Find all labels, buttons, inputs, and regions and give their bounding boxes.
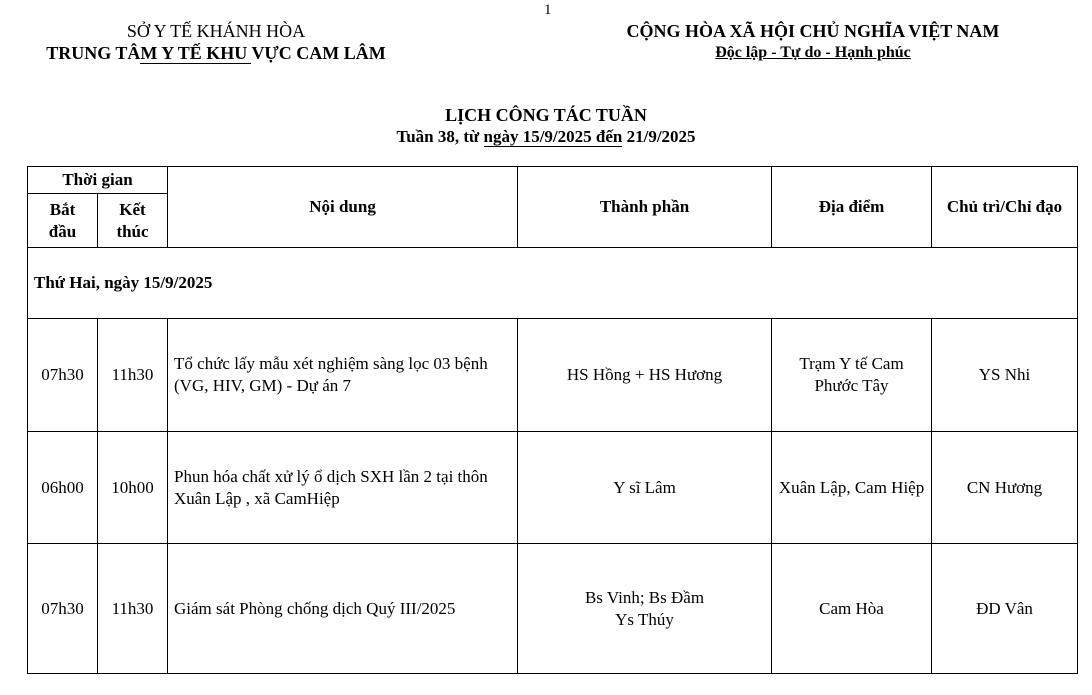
event-chair: YS Nhi xyxy=(932,319,1078,432)
event-chair: CN Hương xyxy=(932,432,1078,544)
week-range-part-2: ngày 15/9/2025 đến xyxy=(483,127,623,146)
day-label: Thứ Hai, ngày 15/9/2025 xyxy=(28,248,1078,319)
table-row xyxy=(28,544,1078,674)
week-range-part-3: 21/9/2025 xyxy=(622,127,696,146)
start-time: 07h30 xyxy=(28,319,98,432)
page-number: 1 xyxy=(544,2,552,18)
table-row xyxy=(28,319,1078,432)
header-chair: Chủ trì/Chỉ đạo xyxy=(932,167,1078,248)
header-end: Kết thúc xyxy=(98,194,168,248)
week-range-part-1: Tuần 38, từ xyxy=(396,127,484,146)
end-time: 10h00 xyxy=(98,432,168,544)
document-title xyxy=(0,104,1092,148)
national-motto: Độc lập - Tự do - Hạnh phúc xyxy=(715,44,911,61)
participants-line-1: Bs Vinh; Bs Đầm xyxy=(584,587,705,607)
event-location: Trạm Y tế Cam Phước Tây xyxy=(772,319,932,432)
event-content: Giám sát Phòng chống dịch Quý III/2025 xyxy=(168,544,518,674)
table-row xyxy=(28,432,1078,544)
national-header xyxy=(598,20,1028,64)
header-start: Bắt đầu xyxy=(28,194,98,248)
header-participants: Thành phần xyxy=(518,167,772,248)
agency-header xyxy=(24,20,408,64)
event-participants xyxy=(518,544,772,674)
week-range xyxy=(0,126,1092,148)
start-time: 07h30 xyxy=(28,544,98,674)
agency-name-part-3: VỰC CAM LÂM xyxy=(251,43,386,63)
participants-line-1: HS Hồng + HS Hương xyxy=(566,365,723,384)
header-location: Địa điểm xyxy=(772,167,932,248)
event-content: Tổ chức lấy mẫu xét nghiệm sàng lọc 03 bệnh (VG, HIV, GM) - Dự án 7 xyxy=(168,319,518,432)
parent-agency: SỞ Y TẾ KHÁNH HÒA xyxy=(126,21,306,41)
event-chair: ĐD Vân xyxy=(932,544,1078,674)
header-content: Nội dung xyxy=(168,167,518,248)
end-time: 11h30 xyxy=(98,544,168,674)
agency-name-part-2: M Y TẾ KHU xyxy=(140,43,252,63)
schedule-title: LỊCH CÔNG TÁC TUẦN xyxy=(445,105,647,125)
event-content: Phun hóa chất xử lý ổ dịch SXH lần 2 tại thôn Xuân Lập , xã CamHiệp xyxy=(168,432,518,544)
event-location: Xuân Lập, Cam Hiệp xyxy=(772,432,932,544)
agency-name xyxy=(24,42,408,64)
end-time: 11h30 xyxy=(98,319,168,432)
participants-line-1: Y sĩ Lâm xyxy=(613,477,676,497)
schedule-table xyxy=(27,166,1078,674)
event-participants xyxy=(518,432,772,544)
participants-line-2: Ys Thúy xyxy=(615,609,674,629)
day-row xyxy=(28,248,1078,319)
header-time: Thời gian xyxy=(28,167,168,194)
event-location: Cam Hòa xyxy=(772,544,932,674)
header-row xyxy=(28,167,1078,194)
event-participants xyxy=(518,319,772,432)
start-time: 06h00 xyxy=(28,432,98,544)
national-title: CỘNG HÒA XÃ HỘI CHỦ NGHĨA VIỆT NAM xyxy=(626,21,1000,41)
agency-name-part-1: TRUNG TÂ xyxy=(46,43,141,63)
